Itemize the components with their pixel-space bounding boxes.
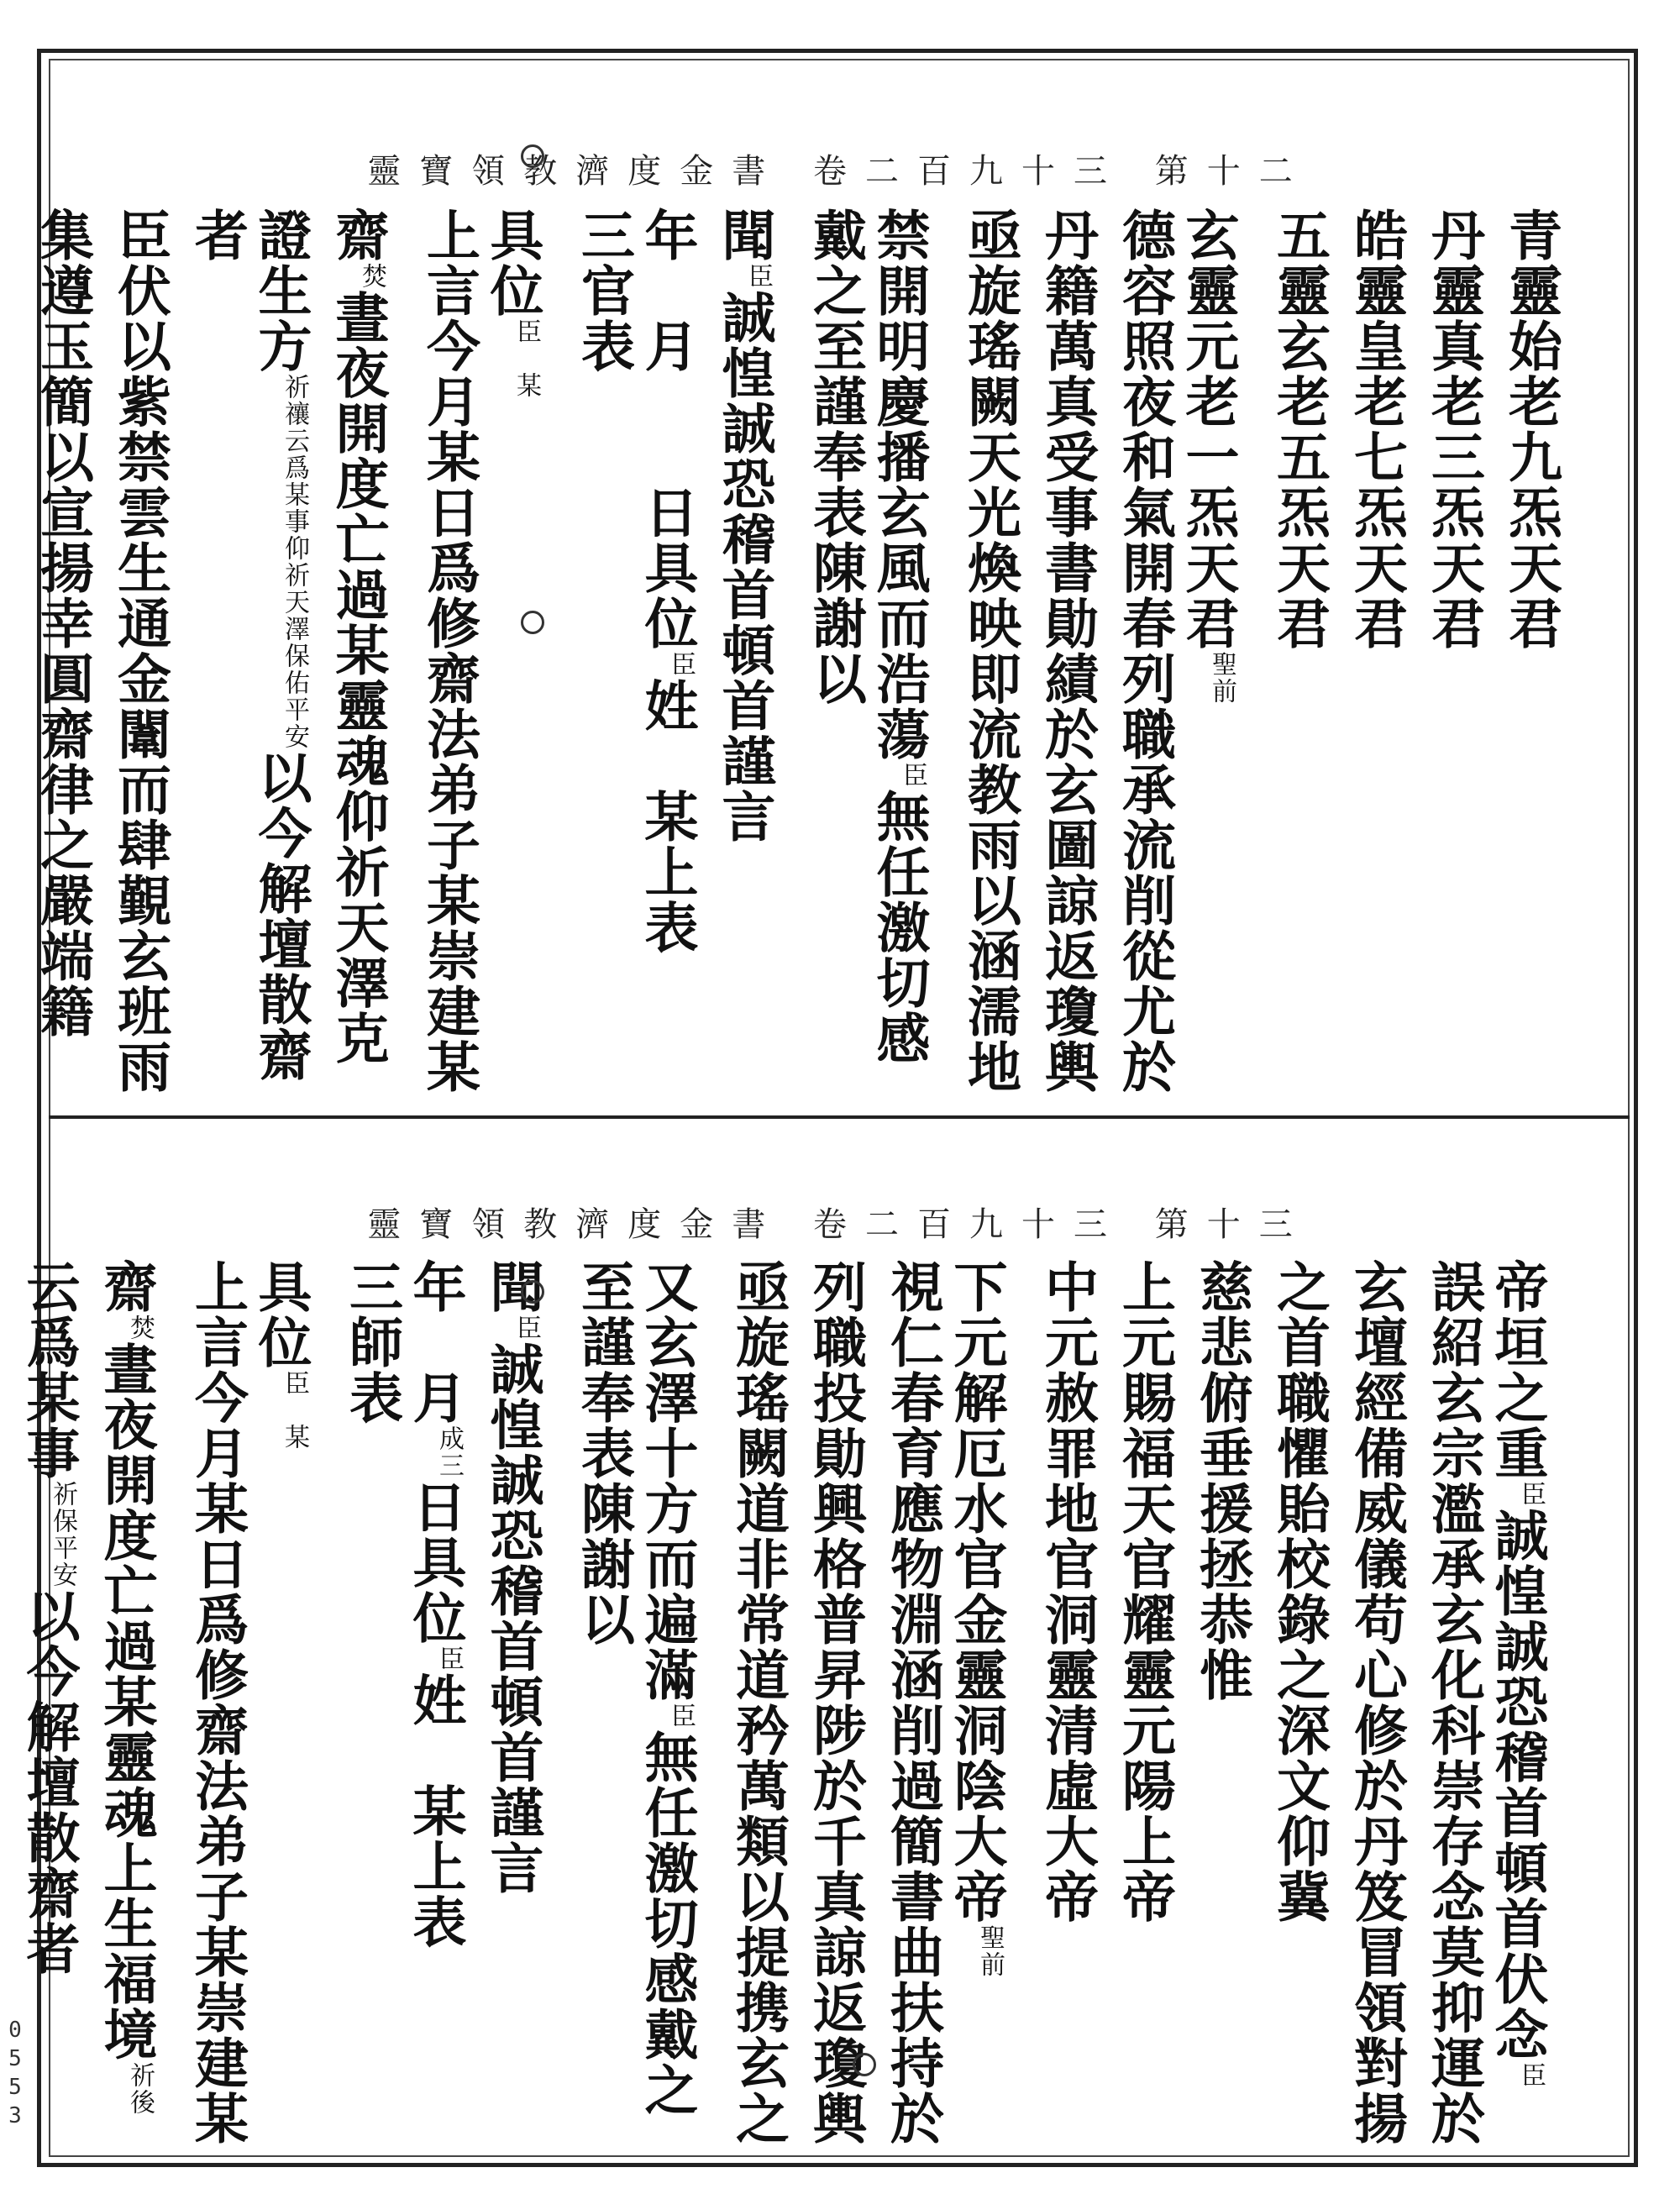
- column-text: 禁開明慶播玄風而浩蕩: [867, 207, 931, 762]
- interlinear-note: 臣: [512, 1315, 541, 1341]
- column-text: 下元解厄水官金靈洞陰大帝: [944, 1259, 1008, 1924]
- text-column: [796, 1259, 874, 2146]
- text-column: [1415, 207, 1492, 1098]
- column-text: 視仁春育應物淵涵削過簡書曲扶持於: [881, 1259, 944, 2146]
- text-column: [480, 1259, 564, 2133]
- column-text: 中元赦罪地官洞靈清虛大帝: [1036, 1259, 1099, 1924]
- column-text: 齋: [326, 207, 390, 263]
- interlinear-note: 焚: [357, 263, 386, 290]
- page-number-digit: 5: [8, 2075, 22, 2100]
- text-column: [1337, 207, 1415, 1098]
- text-column: [951, 207, 1028, 1098]
- text-column: [24, 207, 101, 1098]
- column-text: 以今解壇散齋: [249, 750, 312, 1083]
- text-column: [249, 1259, 333, 2133]
- column-text: 無任激切感: [867, 789, 931, 1066]
- column-text: 亟旋瑤闕天光煥映即流教雨以涵濡地: [958, 207, 1021, 1094]
- column-text: 五靈玄老五炁天君: [1268, 207, 1331, 651]
- column-text: 上言今月某日爲修齋法弟子某崇建某: [417, 207, 480, 1094]
- text-column: [1485, 1259, 1569, 2133]
- circle-mark: [521, 144, 544, 168]
- column-text: 亟旋瑤闕道非常道矜萬類以提携玄之: [727, 1259, 790, 2146]
- interlinear-note: 臣 某: [512, 318, 541, 399]
- text-column: [944, 1259, 1028, 2133]
- interlinear-note: 臣: [1516, 1481, 1546, 1508]
- column-text: 列職投勛興格普昇陟於千真諒返瓊輿: [804, 1259, 867, 2146]
- interlinear-note: 臣: [666, 651, 696, 678]
- top-panel: [31, 60, 1628, 1114]
- column-text: 晝夜開度亡過某靈魂上生福境: [94, 1341, 158, 2062]
- column-text: 慈悲俯垂援拯恭惟: [1190, 1259, 1253, 1703]
- text-column: [1028, 1259, 1105, 2133]
- bottom-panel: [17, 1120, 1628, 2155]
- circle-mark: [521, 1280, 544, 1304]
- column-text: 誠惶誠恐稽首頓首伏念: [1485, 1508, 1549, 2062]
- column-text: 晝夜開度亡過某靈魂仰祈天澤克: [326, 290, 390, 1066]
- column-text: 以今解壇散齋者: [17, 1588, 81, 1976]
- column-text: 誤紹玄宗濫承玄化科崇存念莫抑運於: [1422, 1259, 1485, 2146]
- text-column: [480, 207, 564, 1098]
- column-text: 又玄澤十方而遍滿: [635, 1259, 699, 1703]
- text-column: [867, 207, 951, 1098]
- text-column: [1337, 1259, 1415, 2146]
- page-number-digit: 5: [8, 2046, 22, 2071]
- text-column: [1260, 207, 1337, 1098]
- column-text: 丹籍萬真受事書勛績於玄圖諒返瓊輿: [1036, 207, 1099, 1094]
- column-text: 姓 某上表: [635, 678, 699, 955]
- interlinear-note: 聖前: [975, 1924, 1005, 1978]
- column-text: 無任激切感戴之: [635, 1729, 699, 2118]
- text-column: [1183, 1259, 1260, 2133]
- text-columns: [17, 1259, 1569, 2146]
- column-text: 青靈始老九炁天君: [1499, 207, 1562, 651]
- column-text: 者: [186, 207, 249, 263]
- column-text: 年 月 日具位: [635, 207, 699, 651]
- column-text: 聞: [712, 207, 776, 263]
- interlinear-note: 祈後: [125, 2062, 155, 2116]
- column-text: 帝垣之重: [1485, 1259, 1549, 1481]
- column-text: 玄壇經備威儀苟心修於丹笈冒領對揚: [1345, 1259, 1408, 2146]
- running-head: 靈寶領教濟度金書 卷二百九十三 第十三: [367, 1205, 1311, 1244]
- interlinear-note: 祈保平安: [48, 1481, 77, 1588]
- column-text: 聞: [480, 1259, 544, 1315]
- column-text: 年 月: [403, 1259, 467, 1425]
- page-number-digit: 3: [8, 2103, 22, 2128]
- column-text: 皓靈皇老七炁天君: [1345, 207, 1408, 651]
- text-column: [1492, 207, 1569, 1098]
- column-text: 具位: [480, 207, 544, 318]
- interlinear-note: 成三: [434, 1425, 464, 1479]
- column-text: 證生方: [249, 207, 312, 374]
- column-text: 具位: [249, 1259, 312, 1370]
- text-columns: [31, 207, 1569, 1098]
- interlinear-note: 聖前: [1207, 651, 1236, 705]
- interlinear-note: 焚: [125, 1315, 155, 1341]
- column-text: 三官表: [572, 207, 635, 374]
- column-text: 誠惶誠恐稽首頓首謹言: [712, 290, 776, 844]
- text-column: [635, 1259, 719, 2133]
- text-column: [326, 207, 410, 1098]
- column-text: 丹靈真老三炁天君: [1422, 207, 1485, 651]
- column-text: 上元賜福天官耀靈元陽上帝: [1113, 1259, 1176, 1924]
- page-number-digit: 0: [8, 2018, 22, 2043]
- panel-divider: [49, 1115, 1630, 1119]
- column-text: 齋: [94, 1259, 158, 1315]
- column-text: 云爲某事: [17, 1259, 81, 1481]
- column-text: 日具位: [403, 1479, 467, 1645]
- interlinear-note: 臣: [666, 1703, 696, 1729]
- column-text: 集遵玉簡以宣揚幸圓齋律之嚴端籍: [31, 207, 94, 1039]
- interlinear-note: 臣: [898, 762, 927, 789]
- column-text: 玄靈元老一炁天君: [1176, 207, 1240, 651]
- column-text: 戴之至謹奉表陳謝以: [804, 207, 867, 706]
- circle-mark: [521, 611, 544, 634]
- column-text: 姓 某上表: [403, 1672, 467, 1950]
- interlinear-note: 臣: [1516, 2062, 1546, 2089]
- text-column: [712, 207, 796, 1098]
- text-column: [1028, 207, 1105, 1098]
- text-column: [94, 1259, 178, 2133]
- column-text: 至謹奉表陳謝以: [572, 1259, 635, 1647]
- text-column: [101, 207, 178, 1098]
- column-text: 上言今月某日爲修齋法弟子某崇建某: [186, 1259, 249, 2146]
- text-column: [1105, 1259, 1183, 2133]
- running-head: 靈寶領教濟度金書 卷二百九十三 第十二: [367, 152, 1311, 191]
- column-text: 之首職懼貽校錄之深文仰冀: [1268, 1259, 1331, 1924]
- column-text: 三師表: [340, 1259, 403, 1425]
- interlinear-note: 臣: [434, 1645, 464, 1672]
- interlinear-note: 臣: [743, 263, 773, 290]
- text-column: [1260, 1259, 1337, 2133]
- column-text: 德容照夜和氣開春列職承流削從尤於: [1113, 207, 1176, 1094]
- circle-mark: [853, 2053, 876, 2076]
- column-text: 臣伏以紫禁雲生通金闈而肆覲玄班雨: [108, 207, 171, 1094]
- text-column: [719, 1259, 796, 2146]
- interlinear-note: 祈禳云爲某事仰祈天澤保佑平安: [280, 374, 309, 750]
- text-column: [1176, 207, 1260, 1098]
- column-text: 誠惶誠恐稽首頓首謹言: [480, 1341, 544, 1896]
- interlinear-note: 臣 某: [280, 1370, 309, 1451]
